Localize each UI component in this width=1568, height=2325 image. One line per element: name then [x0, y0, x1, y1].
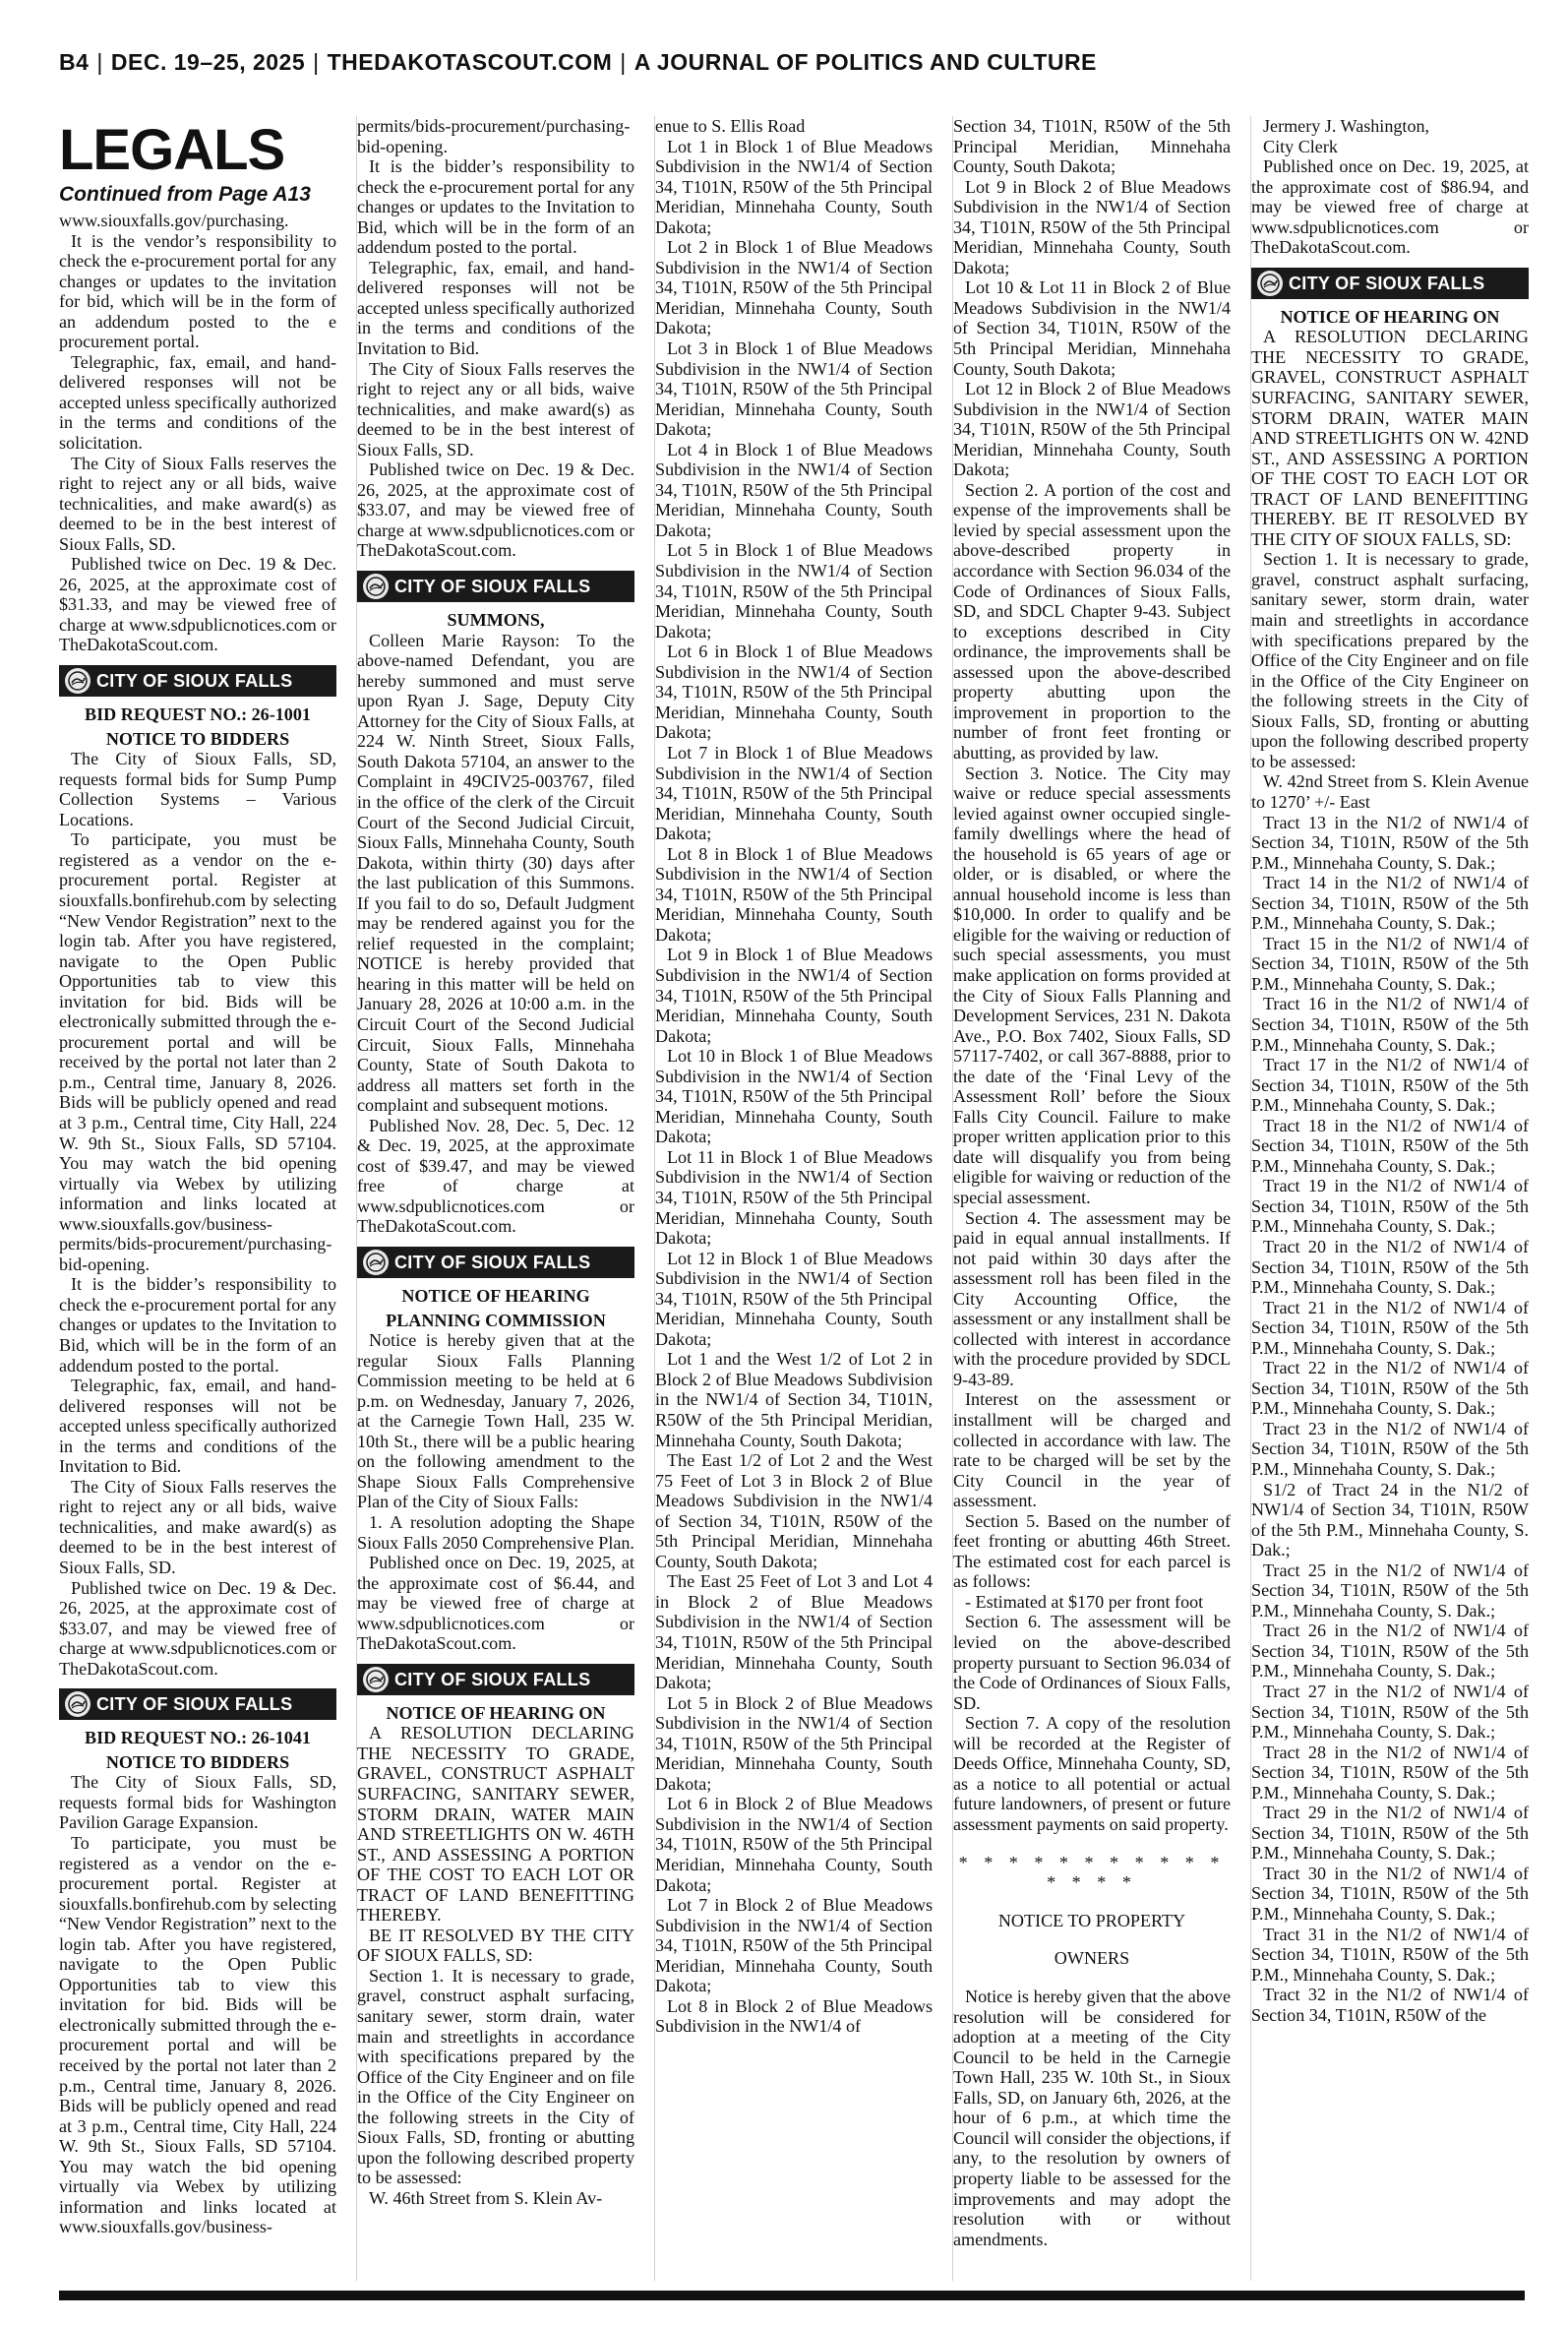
legal-paragraph: To participate, you must be registered as a vendor on the e-procurement portal. Register at siouxfalls.bonfirehub.com by selecting “New Vendor Registration” next to the login tab. After you have registered, navigate to the Open Public Opportunities tab to view this invitation for bid. Bids will be electronically submitted through the e-procurement portal and will be received by the portal not later than 2 p.m., Central time, January 8, 2026. Bids will be publicly opened and read at 3 p.m., Central time, City Hall, 224 W. 9th St., Sioux Falls, SD 57104. You may watch the bid opening virtually via Webex by utilizing information and links located at www.siouxfalls.gov/business-permits/bids-procurement/purchasing-bid-opening. [59, 829, 336, 1274]
legal-paragraph: Tract 14 in the N1/2 of NW1/4 of Section 34, T101N, R50W of the 5th P.M., Minnehaha County, S. Dak.; [1251, 873, 1529, 934]
legal-paragraph: Telegraphic, fax, email, and hand-delivered responses will not be accepted unless specifically authorized in the terms and conditions of the solicitation. [59, 351, 336, 454]
notice-heading: NOTICE TO BIDDERS [105, 728, 290, 749]
legal-paragraph: W. 42nd Street from S. Klein Avenue to 1270’ +/- East [1251, 771, 1529, 812]
band-label: CITY OF SIOUX FALLS [96, 670, 293, 691]
folio-site-link[interactable]: THEDAKOTASCOUT.COM [327, 49, 613, 75]
legal-paragraph: The City of Sioux Falls, SD, requests formal bids for Sump Pump Collection Systems – Various Locations. [59, 749, 336, 829]
column-body [655, 116, 933, 2037]
legal-paragraph: Lot 9 in Block 2 of Blue Meadows Subdivision in the NW1/4 of Section 34, T101N, R50W of the 5th Principal Meridian, Minnehaha County, South Dakota; [953, 176, 1231, 277]
legal-paragraph: Tract 21 in the N1/2 of NW1/4 of Section 34, T101N, R50W of the 5th P.M., Minnehaha County, S. Dak.; [1251, 1297, 1529, 1358]
legal-paragraph: NOTICE TO PROPERTY [997, 1910, 1186, 1930]
folio-date: DEC. 19–25, 2025 [110, 49, 306, 75]
city-seal-icon [65, 1691, 90, 1717]
legal-paragraph: Notice is hereby given that at the regular Sioux Falls Planning Commission meeting to be held at 6 p.m. on Wednesday, January 7, 2026, at the Carnegie Town Hall, 235 W. 10th St., there will be a public hearing on the following amendment to the Shape Sioux Falls Comprehensive Plan of the City of Sioux Falls: [357, 1330, 634, 1512]
notice-heading: NOTICE TO BIDDERS [105, 1751, 290, 1772]
legal-paragraph: Lot 3 in Block 1 of Blue Meadows Subdivision in the NW1/4 of Section 34, T101N, R50W of the 5th Principal Meridian, Minnehaha County, South Dakota; [655, 338, 933, 440]
band-label: CITY OF SIOUX FALLS [394, 1669, 591, 1689]
legal-paragraph: Lot 7 in Block 1 of Blue Meadows Subdivision in the NW1/4 of Section 34, T101N, R50W of the 5th Principal Meridian, Minnehaha County, South Dakota; [655, 742, 933, 844]
legal-paragraph: Tract 13 in the N1/2 of NW1/4 of Section 34, T101N, R50W of the 5th P.M., Minnehaha County, S. Dak.; [1251, 812, 1529, 873]
legal-paragraph: Tract 30 in the N1/2 of NW1/4 of Section 34, T101N, R50W of the 5th P.M., Minnehaha County, S. Dak.; [1251, 1863, 1529, 1925]
legal-paragraph: Lot 4 in Block 1 of Blue Meadows Subdivision in the NW1/4 of Section 34, T101N, R50W of the 5th Principal Meridian, Minnehaha County, South Dakota; [655, 439, 933, 540]
column-body [953, 116, 1231, 2249]
city-seal-icon [363, 574, 389, 599]
section-band [59, 1688, 336, 1720]
footer-rule [59, 2291, 1525, 2300]
legal-paragraph: The City of Sioux Falls reserves the right to reject any or all bids, waive technicalities, and make award(s) as deemed to be in the best interest of Sioux Falls, SD. [59, 1476, 336, 1577]
legal-paragraph: Section 7. A copy of the resolution will be recorded at the Register of Deeds Office, Minnehaha County, SD, as a notice to all potential or actual future landowners, of present or future assessment payments on said property. [953, 1713, 1231, 1834]
legal-paragraph: - Estimated at $170 per front foot [965, 1591, 1204, 1612]
legal-paragraph: Lot 6 in Block 1 of Blue Meadows Subdivision in the NW1/4 of Section 34, T101N, R50W of the 5th Principal Meridian, Minnehaha County, South Dakota; [655, 642, 933, 743]
column-3 [654, 116, 933, 2281]
legal-paragraph: Section 34, T101N, R50W of the 5th Principal Meridian, Minnehaha County, South Dakota; [953, 116, 1231, 177]
legal-paragraph: Tract 31 in the N1/2 of NW1/4 of Section 34, T101N, R50W of the 5th P.M., Minnehaha County, S. Dak.; [1251, 1924, 1529, 1985]
legal-paragraph: Section 5. Based on the number of feet fronting or abutting 46th Street. The estimated cost for each parcel is as follows: [953, 1510, 1231, 1592]
legal-paragraph: Published twice on Dec. 19 & Dec. 26, 2025, at the approximate cost of $31.33, and may be viewed free of charge at www.sdpublicnotices.com or TheDakotaScout.com. [59, 554, 336, 655]
legal-paragraph: Tract 16 in the N1/2 of NW1/4 of Section 34, T101N, R50W of the 5th P.M., Minnehaha County, S. Dak.; [1251, 994, 1529, 1055]
legal-paragraph: Lot 1 in Block 1 of Blue Meadows Subdivision in the NW1/4 of Section 34, T101N, R50W of the 5th Principal Meridian, Minnehaha County, South Dakota; [655, 136, 933, 237]
legal-paragraph: Published twice on Dec. 19 & Dec. 26, 2025, at the approximate cost of $33.07, and may be viewed free of charge at www.sdpublicnotices.com or TheDakotaScout.com. [357, 459, 634, 561]
legal-paragraph: Section 6. The assessment will be levied on the above-described property pursuant to Section 96.034 of the Code of Ordinances of Sioux Falls, SD. [953, 1612, 1231, 1713]
continued-from: Continued from Page A13 [59, 183, 311, 206]
legal-paragraph: Lot 10 in Block 1 of Blue Meadows Subdivision in the NW1/4 of Section 34, T101N, R50W of the 5th Principal Meridian, Minnehaha County, South Dakota; [655, 1046, 933, 1147]
legal-paragraph: Lot 5 in Block 1 of Blue Meadows Subdivision in the NW1/4 of Section 34, T101N, R50W of the 5th Principal Meridian, Minnehaha County, South Dakota; [655, 540, 933, 642]
column-body [59, 211, 336, 2237]
legal-paragraph: Tract 18 in the N1/2 of NW1/4 of Section 34, T101N, R50W of the 5th P.M., Minnehaha County, S. Dak.; [1251, 1115, 1529, 1176]
legal-paragraph: City Clerk [1263, 136, 1338, 156]
legal-paragraph: The City of Sioux Falls reserves the right to reject any or all bids, waive technicalities, and make award(s) as deemed to be in the best interest of Sioux Falls, SD. [357, 358, 634, 459]
legal-paragraph: Section 3. Notice. The City may waive or reduce special assessments levied against owner occupied single-family dwellings where the head of the household is 65 years of age or older, or is disabled, or where the annual household income is less than $10,000. In order to qualify and be eligible for the waiving or reduction of such special assessments, you must make application on forms provided at the City of Sioux Falls Planning and Development Services, 231 N. Dakota Ave., P.O. Box 7402, Sioux Falls, SD 57117-7402, or call 367-8888, prior to the date of the ‘Final Levy of the Assessment Roll’ before the Sioux Falls City Council. Failure to make proper written application prior to this date will disqualify you from being eligible for waiving or reduction of the special assessment. [953, 763, 1231, 1207]
column-4 [952, 116, 1231, 2281]
legal-paragraph: Tract 19 in the N1/2 of NW1/4 of Section 34, T101N, R50W of the 5th P.M., Minnehaha County, S. Dak.; [1251, 1176, 1529, 1237]
legal-paragraph: enue to S. Ellis Road [655, 116, 806, 136]
column-5 [1250, 116, 1529, 2281]
legal-paragraph: Section 1. It is necessary to grade, gravel, construct asphalt surfacing, sanitary sewer, storm drain, water main and streetlights in accordance with specifications prepared by the Office of the City Engineer and on file in the Office of the City Engineer on the following streets in the City of Sioux Falls, SD, fronting or abutting upon the following described property to be assessed: [357, 1965, 634, 2188]
column-1 [59, 116, 336, 2281]
legal-paragraph: A RESOLUTION DECLARING THE NECESSITY TO GRADE, GRAVEL, CONSTRUCT ASPHALT SURFACING, SANITARY SEWER, STORM DRAIN, WATER MAIN AND STREETLIGHTS ON W. 46TH ST., AND ASSESSING A PORTION OF THE COST TO EACH LOT OR TRACT OF LAND BENEFITTING THEREBY. [357, 1723, 634, 1926]
column-body [357, 116, 634, 2209]
legal-paragraph: It is the vendor’s responsibility to check the e-procurement portal for any changes or updates to the invitation for bid, which will be in the form of an addendum posted to the e procurement portal. [59, 230, 336, 352]
legal-paragraph: It is the bidder’s responsibility to check the e-procurement portal for any changes or updates to the Invitation to Bid, which will be in the form of an addendum posted to the portal. [59, 1274, 336, 1376]
band-label: CITY OF SIOUX FALLS [394, 1252, 591, 1272]
column-body [1251, 116, 1529, 2025]
folio-line: B4 | DEC. 19–25, 2025 | THEDAKOTASCOUT.COM | A JOURNAL OF POLITICS AND CULTURE [59, 49, 1097, 75]
legal-paragraph: Section 4. The assessment may be paid in equal annual installments. If not paid within 30 days after the assessment roll has been filed in the City Accounting Office, the assessment or any installment shall be collected with interest in accordance with the procedure provided by SDCL 9-43-89. [953, 1207, 1231, 1389]
legal-paragraph: Tract 26 in the N1/2 of NW1/4 of Section 34, T101N, R50W of the 5th P.M., Minnehaha County, S. Dak.; [1251, 1621, 1529, 1682]
notice-heading: NOTICE OF HEARING ON [386, 1702, 606, 1723]
notice-heading: NOTICE OF HEARING [401, 1285, 590, 1306]
legal-paragraph: Lot 5 in Block 2 of Blue Meadows Subdivision in the NW1/4 of Section 34, T101N, R50W of the 5th Principal Meridian, Minnehaha County, South Dakota; [655, 1692, 933, 1794]
band-label: CITY OF SIOUX FALLS [1289, 273, 1485, 293]
section-band [59, 665, 336, 697]
section-title: LEGALS [59, 118, 285, 182]
legal-paragraph: Section 2. A portion of the cost and expense of the improvements shall be levied by special assessment upon the above-described property in accordance with Section 96.034 of the Code of Ordinances of Sioux Falls, SD, and SDCL Chapter 9-43. Subject to exceptions described in City ordinance, the improvements shall be assessed upon the above-described property abutting upon the improvement in proportion to the number of front feet fronting or abutting, as provided by law. [953, 479, 1231, 763]
section-band [357, 1247, 634, 1278]
band-label: CITY OF SIOUX FALLS [394, 576, 591, 596]
legal-paragraph: * * * * * * * * * * * * * * * [958, 1852, 1226, 1893]
legal-paragraph: Lot 8 in Block 1 of Blue Meadows Subdivision in the NW1/4 of Section 34, T101N, R50W of the 5th Principal Meridian, Minnehaha County, South Dakota; [655, 843, 933, 945]
legal-paragraph: Lot 2 in Block 1 of Blue Meadows Subdivision in the NW1/4 of Section 34, T101N, R50W of the 5th Principal Meridian, Minnehaha County, South Dakota; [655, 237, 933, 338]
legal-paragraph: Published Nov. 28, Dec. 5, Dec. 12 & Dec. 19, 2025, at the approximate cost of $39.47, and may be viewed free of charge at www.sdpublicnotices.com or TheDakotaScout.com. [357, 1115, 634, 1237]
city-seal-icon [363, 1667, 389, 1692]
legal-paragraph: Lot 10 & Lot 11 in Block 2 of Blue Meadows Subdivision in the NW1/4 of Section 34, T101N, R50W of the 5th Principal Meridian, Minnehaha County, South Dakota; [953, 277, 1231, 379]
legal-paragraph: www.siouxfalls.gov/purchasing. [59, 211, 289, 230]
legal-paragraph: Tract 28 in the N1/2 of NW1/4 of Section 34, T101N, R50W of the 5th P.M., Minnehaha County, S. Dak.; [1251, 1742, 1529, 1803]
notice-heading: PLANNING COMMISSION [386, 1310, 606, 1330]
legal-paragraph: Lot 9 in Block 1 of Blue Meadows Subdivision in the NW1/4 of Section 34, T101N, R50W of the 5th Principal Meridian, Minnehaha County, South Dakota; [655, 945, 933, 1046]
legal-paragraph: Tract 22 in the N1/2 of NW1/4 of Section 34, T101N, R50W of the 5th P.M., Minnehaha County, S. Dak.; [1251, 1358, 1529, 1419]
notice-heading: SUMMONS, [447, 610, 545, 631]
section-band [357, 1664, 634, 1695]
legal-paragraph: The City of Sioux Falls reserves the right to reject any or all bids, waive technicalities, and make award(s) as deemed to be in the best interest of Sioux Falls, SD. [59, 453, 336, 554]
band-label: CITY OF SIOUX FALLS [96, 1694, 293, 1714]
legal-paragraph: Published twice on Dec. 19 & Dec. 26, 2025, at the approximate cost of $33.07, and may be viewed free of charge at www.sdpublicnotices.com or TheDakotaScout.com. [59, 1577, 336, 1679]
legal-paragraph: Telegraphic, fax, email, and hand-delivered responses will not be accepted unless specifically authorized in the terms and conditions of the Invitation to Bid. [357, 257, 634, 359]
legal-paragraph: Lot 11 in Block 1 of Blue Meadows Subdivision in the NW1/4 of Section 34, T101N, R50W of the 5th Principal Meridian, Minnehaha County, South Dakota; [655, 1146, 933, 1249]
legal-paragraph: Colleen Marie Rayson: To the above-named Defendant, you are hereby summoned and must serve upon Ryan J. Sage, Deputy City Attorney for the City of Sioux Falls, at 224 W. Ninth Street, Sioux Falls, South Dakota 57104, an answer to the Complaint in 49CIV25-003767, filed in the office of the clerk of the Circuit Court of the Second Judicial Circuit, Sioux Falls, Minnehaha County, South Dakota, within thirty (30) days after the last publication of this Summons. If you fail to do so, Default Judgment may be rendered against you for the relief requested in the complaint; NOTICE is hereby provided that hearing in this matter will be held on January 28, 2026 at 10:00 a.m. in the Circuit Court of the Second Judicial Circuit, Sioux Falls, Minnehaha County, State of South Dakota to address all matters set forth in the complaint and subsequent motions. [357, 630, 634, 1116]
legal-paragraph: The East 25 Feet of Lot 3 and Lot 4 in Block 2 of Blue Meadows Subdivision in the NW1/4 of Section 34, T101N, R50W of the 5th Principal Meridian, Minnehaha County, South Dakota; [655, 1571, 933, 1693]
legal-paragraph: Tract 25 in the N1/2 of NW1/4 of Section 34, T101N, R50W of the 5th P.M., Minnehaha County, S. Dak.; [1251, 1560, 1529, 1621]
legal-paragraph: To participate, you must be registered as a vendor on the e-procurement portal. Register at siouxfalls.bonfirehub.com by selecting “New Vendor Registration” next to the login tab. After you have registered, navigate to the Open Public Opportunities tab to view this invitation for bid. Bids will be electronically submitted through the e-procurement portal and will be received by the portal not later than 2 p.m., Central time, January 8, 2026. Bids will be publicly opened and read at 3 p.m., Central time, City Hall, 224 W. 9th St., Sioux Falls, SD 57104. You may watch the bid opening virtually via Webex by utilizing information and links located at www.siouxfalls.gov/business- [59, 1833, 336, 2237]
legal-paragraph: S1/2 of Tract 24 in the N1/2 of NW1/4 of Section 34, T101N, R50W of the 5th P.M., Minnehaha County, S. Dak.; [1251, 1479, 1529, 1560]
legal-paragraph: Interest on the assessment or installment will be charged and collected in accordance with law. The rate to be charged will be set by the City Council in the year of assessment. [953, 1389, 1231, 1511]
legal-paragraph: Lot 1 and the West 1/2 of Lot 2 in Block 2 of Blue Meadows Subdivision in the NW1/4 of Section 34, T101N, R50W of the 5th Principal Meridian, Minnehaha County, South Dakota; [655, 1349, 933, 1450]
legal-paragraph: Lot 12 in Block 1 of Blue Meadows Subdivision in the NW1/4 of Section 34, T101N, R50W of the 5th Principal Meridian, Minnehaha County, South Dakota; [655, 1248, 933, 1349]
legal-paragraph: Tract 23 in the N1/2 of NW1/4 of Section 34, T101N, R50W of the 5th P.M., Minnehaha County, S. Dak.; [1251, 1418, 1529, 1479]
city-seal-icon [1257, 271, 1283, 296]
legal-paragraph: BE IT RESOLVED BY THE CITY OF SIOUX FALLS, SD: [357, 1925, 634, 1966]
section-band [357, 571, 634, 602]
legal-paragraph: A RESOLUTION DECLARING THE NECESSITY TO GRADE, GRAVEL, CONSTRUCT ASPHALT SURFACING, SANITARY SEWER, STORM DRAIN, WATER MAIN AND STREETLIGHTS ON W. 42ND ST., AND ASSESSING A PORTION OF THE COST TO EACH LOT OR TRACT OF LAND BENEFITTING THEREBY. BE IT RESOLVED BY THE CITY OF SIOUX FALLS, SD: [1251, 327, 1529, 549]
legal-paragraph: Section 1. It is necessary to grade, gravel, construct asphalt surfacing, sanitary sewer, storm drain, water main and streetlights in accordance with specifications prepared by the Office of the City Engineer and on file in the Office of the City Engineer on the following streets in the City of Sioux Falls, SD, fronting or abutting upon the following described property to be assessed: [1251, 549, 1529, 771]
legal-paragraph: Tract 32 in the N1/2 of NW1/4 of Section 34, T101N, R50W of the [1251, 1985, 1529, 2025]
section-band [1251, 268, 1529, 299]
city-seal-icon [65, 668, 90, 694]
folio-tagline: A JOURNAL OF POLITICS AND CULTURE [633, 49, 1097, 75]
legal-paragraph: OWNERS [1054, 1948, 1130, 1969]
notice-heading: BID REQUEST NO.: 26-1001 [85, 704, 311, 725]
legal-paragraph: Tract 20 in the N1/2 of NW1/4 of Section 34, T101N, R50W of the 5th P.M., Minnehaha County, S. Dak.; [1251, 1236, 1529, 1298]
legal-paragraph: Lot 6 in Block 2 of Blue Meadows Subdivision in the NW1/4 of Section 34, T101N, R50W of the 5th Principal Meridian, Minnehaha County, South Dakota; [655, 1794, 933, 1895]
legal-paragraph: The East 1/2 of Lot 2 and the West 75 Feet of Lot 3 in Block 2 of Blue Meadows Subdivision in the NW1/4 of Section 34, T101N, R50W of the 5th Principal Meridian, Minnehaha County, South Dakota; [655, 1450, 933, 1571]
city-seal-icon [363, 1250, 389, 1275]
legal-paragraph: The City of Sioux Falls, SD, requests formal bids for Washington Pavilion Garage Expansion. [59, 1772, 336, 1833]
legal-paragraph: Jermery J. Washington, [1263, 116, 1430, 136]
legal-paragraph: Tract 15 in the N1/2 of NW1/4 of Section 34, T101N, R50W of the 5th P.M., Minnehaha County, S. Dak.; [1251, 933, 1529, 994]
legal-paragraph: Published once on Dec. 19, 2025, at the approximate cost of $86.94, and may be viewed free of charge at www.sdpublicnotices.com or TheDakotaScout.com. [1251, 156, 1529, 258]
legal-paragraph: Published once on Dec. 19, 2025, at the approximate cost of $6.44, and may be viewed free of charge at www.sdpublicnotices.com or TheDakotaScout.com. [357, 1553, 634, 1654]
legal-paragraph: Lot 8 in Block 2 of Blue Meadows Subdivision in the NW1/4 of [655, 1995, 933, 2037]
legal-paragraph: Tract 27 in the N1/2 of NW1/4 of Section 34, T101N, R50W of the 5th P.M., Minnehaha County, S. Dak.; [1251, 1682, 1529, 1743]
legal-paragraph: permits/bids-procurement/purchasing-bid-opening. [357, 116, 631, 156]
column-2 [356, 116, 634, 2281]
legal-paragraph: It is the bidder’s responsibility to check the e-procurement portal for any changes or updates to the Invitation to Bid, which will be in the form of an addendum posted to the portal. [357, 156, 634, 258]
notice-heading: NOTICE OF HEARING ON [1280, 306, 1500, 327]
legal-paragraph: Lot 12 in Block 2 of Blue Meadows Subdivision in the NW1/4 of Section 34, T101N, R50W of the 5th Principal Meridian, Minnehaha County, South Dakota; [953, 379, 1231, 480]
legal-paragraph: W. 46th Street from S. Klein Av- [369, 2187, 603, 2208]
legal-paragraph: Lot 7 in Block 2 of Blue Meadows Subdivision in the NW1/4 of Section 34, T101N, R50W of the 5th Principal Meridian, Minnehaha County, South Dakota; [655, 1895, 933, 1996]
legal-paragraph: Notice is hereby given that the above resolution will be considered for adoption at a meeting of the City Council to be held in the Carnegie Town Hall, 235 W. 10th St., in Sioux Falls, SD, on January 6th, 2026, at the hour of 6 p.m., at which time the Council will consider the objections, if any, to the resolution by owners of property liable to be assessed for the improvements and may adopt the resolution with or without amendments. [953, 1987, 1231, 2249]
folio-page-number: B4 [59, 49, 90, 75]
legal-paragraph: 1. A resolution adopting the Shape Sioux Falls 2050 Comprehensive Plan. [357, 1512, 634, 1553]
legal-paragraph: Tract 29 in the N1/2 of NW1/4 of Section 34, T101N, R50W of the 5th P.M., Minnehaha County, S. Dak.; [1251, 1803, 1529, 1864]
legal-paragraph: Telegraphic, fax, email, and hand-delivered responses will not be accepted unless specifically authorized in the terms and conditions of the Invitation to Bid. [59, 1376, 336, 1477]
legals-columns [59, 116, 1529, 2281]
notice-heading: BID REQUEST NO.: 26-1041 [85, 1728, 311, 1748]
legal-paragraph: Tract 17 in the N1/2 of NW1/4 of Section 34, T101N, R50W of the 5th P.M., Minnehaha County, S. Dak.; [1251, 1055, 1529, 1116]
